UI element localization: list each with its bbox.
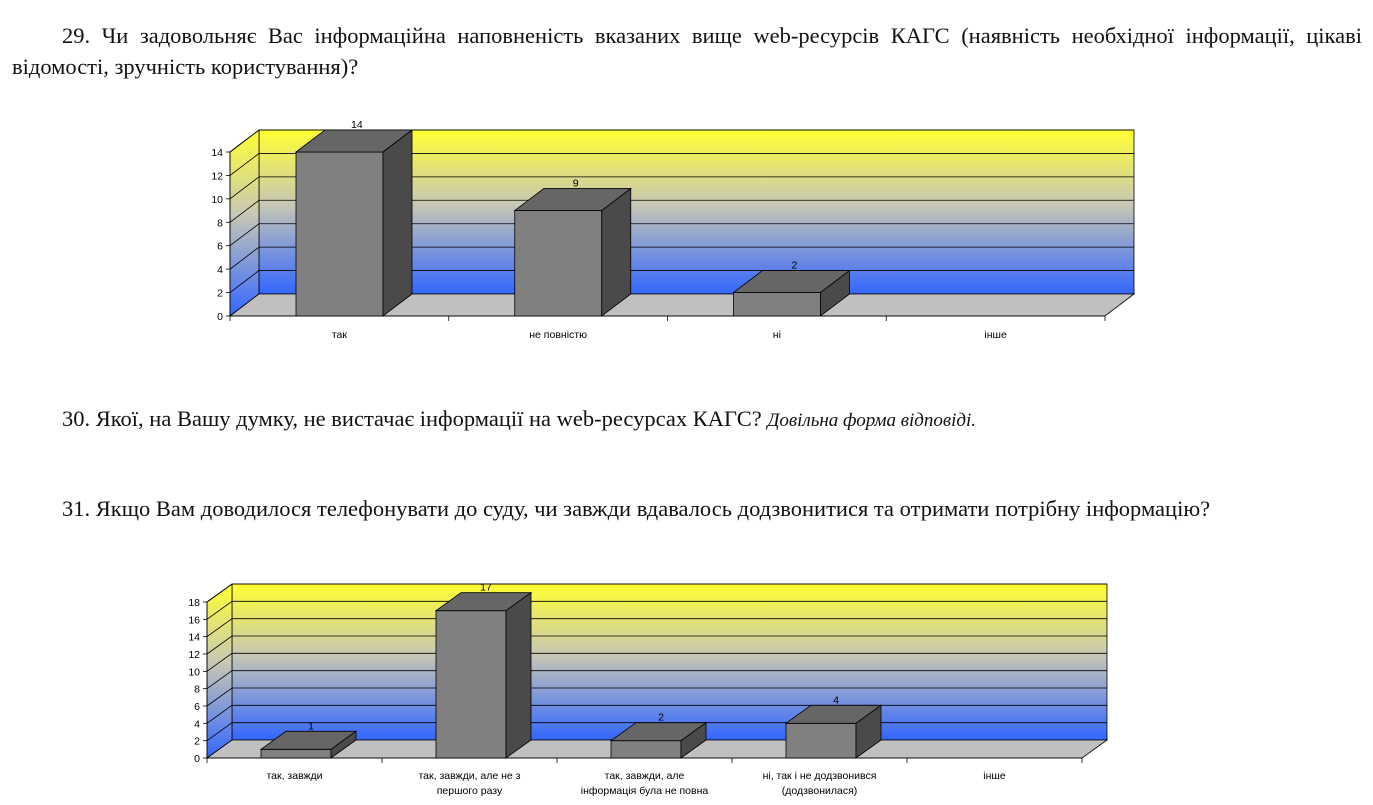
category-label: так, завжди, але не з — [418, 770, 521, 782]
y-tick-label: 14 — [211, 147, 223, 159]
y-tick-label: 12 — [188, 649, 200, 661]
bar — [436, 593, 531, 758]
category-label: інформація була не повна — [580, 785, 709, 797]
bar-side — [383, 130, 412, 316]
chart-side-wall — [230, 130, 259, 316]
category-label: першого разу — [436, 785, 503, 797]
bar-front — [515, 211, 602, 316]
y-tick-label: 4 — [217, 264, 223, 277]
category-label: так, завжди — [266, 770, 323, 782]
data-label: 2 — [658, 711, 664, 724]
data-label: 1 — [308, 720, 314, 733]
bar-front — [261, 749, 331, 758]
bar-side — [506, 593, 531, 758]
bar-front — [734, 293, 821, 316]
question-31-text: 31. Якщо Вам доводилося телефонувати до суду, чи завжди вдавалось додзвонитися та отримати потрібну інформацію? — [62, 496, 1211, 521]
y-tick-label: 10 — [188, 666, 200, 679]
category-label: так, завжди, але — [604, 770, 685, 782]
bar — [515, 189, 631, 316]
category-label: ні, так і не додзвонився — [762, 770, 877, 782]
chart-q31 — [0, 578, 1373, 805]
bar — [296, 130, 412, 316]
y-tick-label: 2 — [194, 735, 200, 748]
bar-front — [786, 723, 856, 758]
y-tick-label: 0 — [217, 311, 223, 323]
question-30-note: Довільна форма відповіді. — [767, 410, 977, 431]
category-label: ні — [772, 329, 781, 341]
y-tick-label: 8 — [194, 683, 200, 696]
data-label: 2 — [791, 259, 798, 272]
y-tick-label: 16 — [188, 614, 200, 627]
bar-front — [296, 152, 383, 316]
question-31 — [12, 493, 1362, 524]
bar-side — [602, 189, 631, 316]
data-label: 4 — [833, 694, 839, 707]
category-label: інше — [984, 329, 1007, 341]
y-tick-label: 0 — [194, 753, 200, 765]
bar — [786, 705, 881, 758]
y-tick-label: 14 — [188, 631, 200, 644]
y-tick-label: 12 — [211, 170, 223, 183]
y-tick-label: 6 — [217, 240, 223, 253]
category-label: (додзвонилася) — [781, 785, 858, 797]
data-label: 9 — [572, 177, 579, 190]
chart-q29 — [0, 120, 1373, 350]
y-tick-label: 6 — [194, 701, 200, 713]
question-30-text: 30. Якої, на Вашу думку, не вистачає інформації на web-ресурсах КАГС? — [62, 406, 762, 431]
bar-front — [436, 611, 506, 758]
y-tick-label: 8 — [217, 217, 223, 230]
question-30 — [12, 403, 1362, 436]
question-29 — [12, 20, 1362, 82]
data-label: 17 — [480, 581, 492, 594]
data-label: 14 — [351, 120, 363, 131]
question-29-text: 29. Чи задовольняє Вас інформаційна наповненість вказаних вище web-ресурсів КАГС (наявність необхідної інформації, цікаві відомості, зручність користування)? — [12, 23, 1362, 79]
y-tick-label: 4 — [194, 718, 200, 731]
category-label: не повністю — [529, 329, 587, 341]
chart-back-wall — [232, 581, 1107, 740]
y-tick-label: 18 — [188, 597, 200, 609]
bar-front — [611, 741, 681, 758]
category-label: інше — [983, 770, 1006, 782]
category-label: так — [331, 329, 347, 341]
y-tick-label: 2 — [217, 287, 223, 300]
y-tick-label: 10 — [211, 193, 223, 206]
